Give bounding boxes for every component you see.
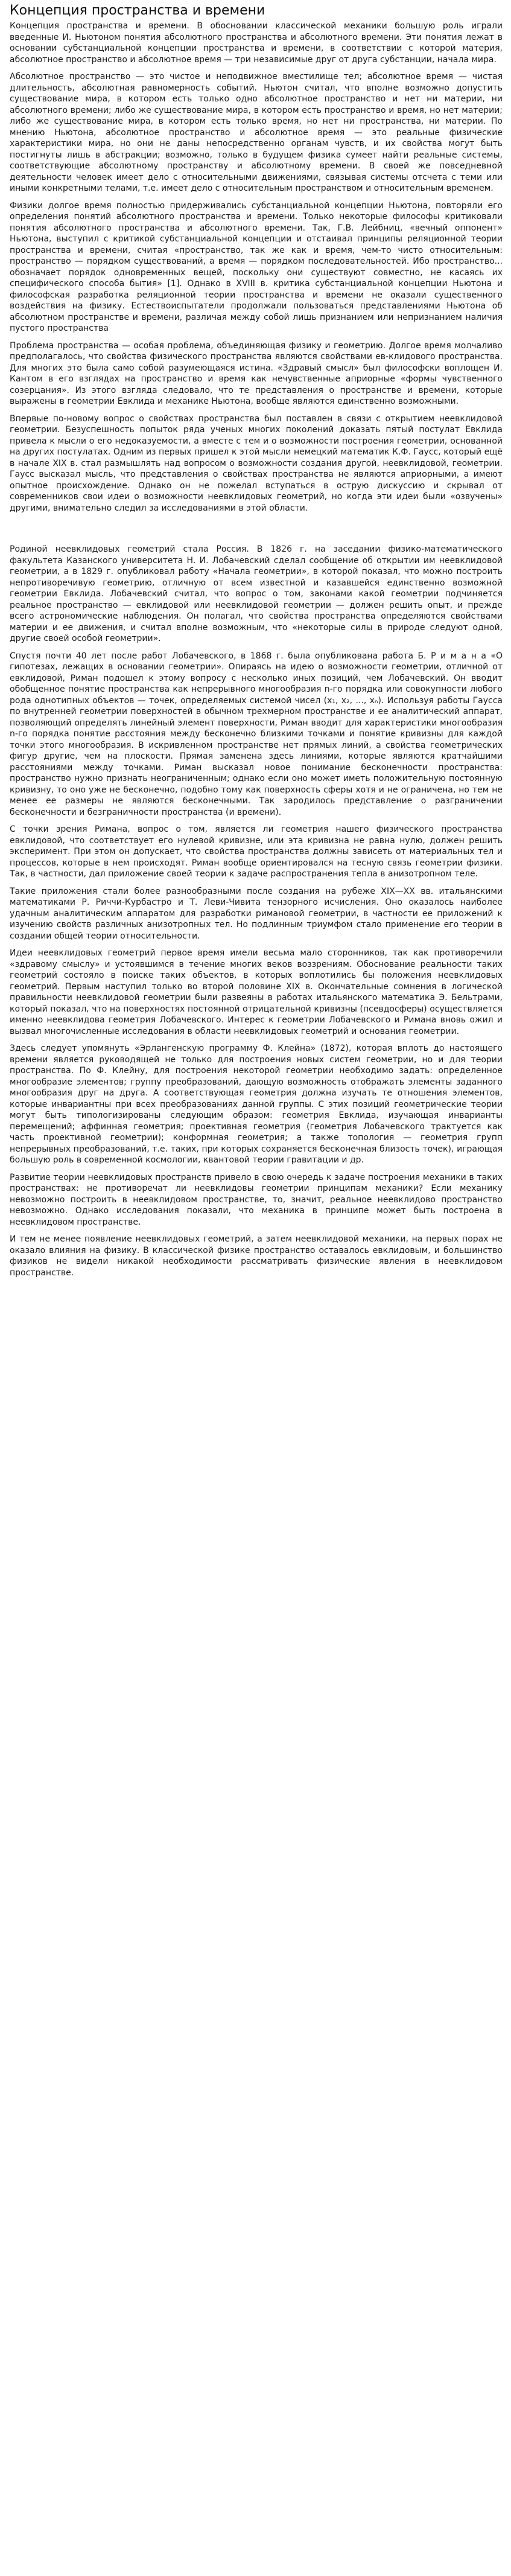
paragraph-9: Такие приложения стали более разнообразными после создания на рубеже XIX—XX вв. итальянскими математиками Р. Риччи-Курбастро и Т. Леви-Чивита тензорного исчисления. Оно оказалось наиболее удачным аналитическим аппаратом для разработки римановой геометрии, в частности ее приложений к изучению свойств различных анизотропных тел. Но подлинным триумфом стало применение его теории в создании общей теории относительности.: [10, 886, 503, 941]
paragraph-4: Проблема пространства — особая проблема, объединяющая физику и геометрию. Долгое время молчаливо предполагалось, что свойства физического пространства являются свойствами ев-клидового пространства. Для многих это была само собой разумеющаяся истина. «Здравый смысл» был философски воплощен И. Кантом в его взглядах на пространство и время как нечувственные априорные «формы чувственного созерцания». Из этого взгляда следовало, что те представления о пространстве и времени, которые выражены в геометрии Евклида и механике Ньютона, вообще являются единственно возможными.: [10, 340, 503, 406]
paragraph-5: Впервые по-новому вопрос о свойствах пространства был поставлен в связи с открытием неевклидовой геометрии. Безуспешность попыток ряда ученых многих поколений доказать пятый постулат Евклида привела к мысли о его недоказуемости, а вместе с тем и о возможности построения геометрии, основанной на других постулатах. Одним из первых пришел к этой мысли немецкий математик К.Ф. Гаусс, который ещё в начале XIX в. стал размышлять над вопросом о возможности создания другой, неевклидовой, геометрии. Гаусс высказал мысль, что представления о свойствах пространства не являются априорными, а имеют опытное происхождение. Однако он не пожелал вступаться в острую дискуссию и скрывал от современников свои идеи о возможности неевклидовых геометрий, но когда эти идеи были «озвучены» другими, внимательно следил за исследованиями в этой области.: [10, 413, 503, 513]
paragraph-12: Развитие теории неевклидовых пространств привело в свою очередь к задаче построения механики в таких пространствах: не противоречат ли неевклидовы геометрии принципам механики? Если механику невозможно построить в неевклидовом пространстве, то, значит, реальное неевклидово пространство невозможно. Однако исследования показали, что механика в принципе может быть построена в неевклидовом пространстве.: [10, 1172, 503, 1227]
paragraph-10: Идеи неевклидовых геометрий первое время имели весьма мало сторонников, так как противоречили «здравому смыслу» и устоявшимся в течение многих веков воззрениям. Обоснование реальности таких геометрий состояло в поиске таких объектов, в которых воплотились бы положения неевклидовых геометрий. Первым наступил только во второй половине XIX в. Окончательные сомнения в логической правильности неевклидовой геометрии были развеяны в работах итальянского математика Э. Бельтрами, который показал, что на поверхностях постоянной отрицательной кривизны (псевдосферы) осуществляется именно неевклидова геометрия Лобачевского. Интерес к геометрии Лобачевского и Римана вновь ожил и вызвал многочисленные исследования в области неевклидовых геометрий и основания геометрии.: [10, 948, 503, 1036]
paragraph-8: С точки зрения Римана, вопрос о том, является ли геометрия нашего физического пространства евклидовой, что соответствует его нулевой кривизне, или эта кривизна не равна нулю, должен решить эксперимент. При этом он допускает, что свойства пространства должны зависеть от материальных тел и процессов, которые в нем происходят. Риман вообще ориентировался на тесную связь геометрии физики. Так, в частности, дал приложение своей теории к задаче распространения тепла в анизотропном теле.: [10, 824, 503, 879]
paragraph-1: Концепция пространства и времени. В обосновании классической механики большую роль играли введенные И. Ньютоном понятия абсолютного пространства и абсолютного времени. Эти понятия лежат в основании субстанциальной концепции пространства и времени, в соответствии с которой материя, абсолютное пространство и абсолютное время — три независимые друг от друга субстанции, начала мира.: [10, 21, 503, 65]
paragraph-6: Родиной неевклидовых геометрий стала Россия. В 1826 г. на заседании физико-математического факультета Казанского университета Н. И. Лобачевский сделал сообщение об открытии им неевклидовой геометрии, а в 1829 г. опубликовал работу «Начала геометрии», в которой показал, что можно построить непротиворечивую геометрию, отличную от всем известной и казавшейся единственно возможной геометрии Евклида. Лобачевский считал, что вопрос о том, законами какой геометрии подчиняется реальное пространство — евклидовой или неевклидовой геометрии — должен решить опыт, и прежде всего астрономические наблюдения. Он полагал, что свойства пространства определяются свойствами материи и ее движения, и считал вполне возможным, что «некоторые силы в природе следуют одной, другие своей особой геометрии».: [10, 544, 503, 643]
paragraph-7: Спустя почти 40 лет после работ Лобачевского, в 1868 г. была опубликована работа Б. Р и м а н а «О гипотезах, лежащих в основании геометрии». Опираясь на идею о возможности геометрии, отличной от евклидовой, Риман подошел к этому вопросу с несколько иных позиций, чем Лобачевский. Он вводит обобщенное понятие пространства как непрерывного многообразия n-го порядка или совокупности любого рода однотипных объектов — точек, определяемых системой чисел (x₁, x₂, ..., xₙ). Используя работы Гаусса по внутренней геометрии поверхностей в обычном трехмерном пространстве и ее аналитический аппарат, позволяющий определять линейный элемент поверхности, Риман вводит для характеристики многообразия n-го порядка понятие расстояния между бесконечно близкими точками и понятие кривизны для каждой точки этого многообразия. В искривленном пространстве нет прямых линий, а свойства геометрических фигур другие, чем на плоскости. Прямая заменена здесь линиями, которые являются кратчайшими расстояниями между точками. Риман высказал новое понимание бесконечности пространства: пространство нужно признать неограниченным; однако если оно может иметь положительную постоянную кривизну, то оно уже не бесконечно, подобно тому как поверхность сферы хотя и не ограничена, но тем не менее ее размеры не являются бесконечными. Так зародилось представление о разграничении бесконечности и безграничности пространства (и времени).: [10, 651, 503, 817]
page-title: Концепция пространства и времени: [10, 3, 265, 18]
paragraph-13: И тем не менее появление неевклидовых геометрий, а затем неевклидовой механики, на первых порах не оказало влияния на физику. В классической физике пространство оставалось евклидовым, и большинство физиков не видели никакой необходимости рассматривать физические явления в неевклидовом пространстве.: [10, 1234, 503, 1278]
paragraph-3: Физики долгое время полностью придерживались субстанциальной концепции Ньютона, повторяли его определения понятий абсолютного пространства и времени. Только некоторые философы критиковали понятия абсолютного пространства и абсолютного времени. Так, Г.В. Лейбниц, «вечный оппонент» Ньютона, выступил с критикой субстанциальной концепции и отстаивал принципы реляционной теории пространства и времени, считая «пространство, так же как и время, чем-то чисто относительным: пространство — порядком существований, а время — порядком последовательностей. Ибо пространство... обозначает порядок одновременных вещей, поскольку они существуют совместно, не касаясь их специфического способа бытия» [1]. Однако в XVIII в. критика субстанциальной концепции Ньютона и философская разработка реляционной теории пространства и времени не оказали существенного воздействия на физику. Естествоиспытатели продолжали пользоваться представлениями Ньютона об абсолютном пространстве и времени, различая между собой лишь признанием или непризнанием наличия пустого пространства: [10, 200, 503, 333]
section-gap: [10, 520, 503, 544]
paragraph-11: Здесь следует упомянуть «Эрлангенскую программу Ф. Клейна» (1872), которая вплоть до настоящего времени является руководящей не только для построения новых систем геометрии, но и для теории пространства. По Ф. Клейну, для построения некоторой геометрии необходимо задать: определенное многообразие элементов; группу преобразований, дающую возможность отображать элементы заданного многообразия друг на друга. А соответствующая геометрия должна изучать те отношения элементов, которые инвариантны при всех преобразованиях данной группы. С этих позиций геометрические теории могут быть типологизированы следующим образом: геометрия Евклида, изучающая инварианты перемещений; аффинная геометрия; проективная геометрия (геометрия Лобачевского трактуется как часть проективной геометрии); конформная геометрия; а также топология — геометрия групп непрерывных преобразований, т.е. таких, при которых сохраняется бесконечная близость точек), играющая большую роль в современной космологии, квантовой теории гравитации и др.: [10, 1044, 503, 1165]
paragraph-2: Абсолютное пространство — это чистое и неподвижное вместилище тел; абсолютное время — чистая длительность, абсолютная равномерность событий. Ньютон считал, что вполне возможно допустить существование мира, в котором есть только одно абсолютное пространство и нет ни материи, ни абсолютного времени; либо же существование мира, в котором есть пространство и время, но нет материи; либо же существование мира, в котором есть только время, но нет ни пространства, ни материи. По мнению Ньютона, абсолютное пространство и абсолютное время — это реальные физические характеристики мира, но они не даны непосредственно органам чувств, и их свойства могут быть постигнуты лишь в абстракции; возможно, только в будущем физика сумеет найти реальные системы, соответствующие абсолютному пространству и абсолютному времени. В своей же повседневной деятельности человек имеет дело с относительными движениями, связывая системы отсчета с теми или иными конкретными телами, т.е. имеет дело с относительным пространством и относительным временем.: [10, 72, 503, 193]
article: [0, 0, 511, 1278]
